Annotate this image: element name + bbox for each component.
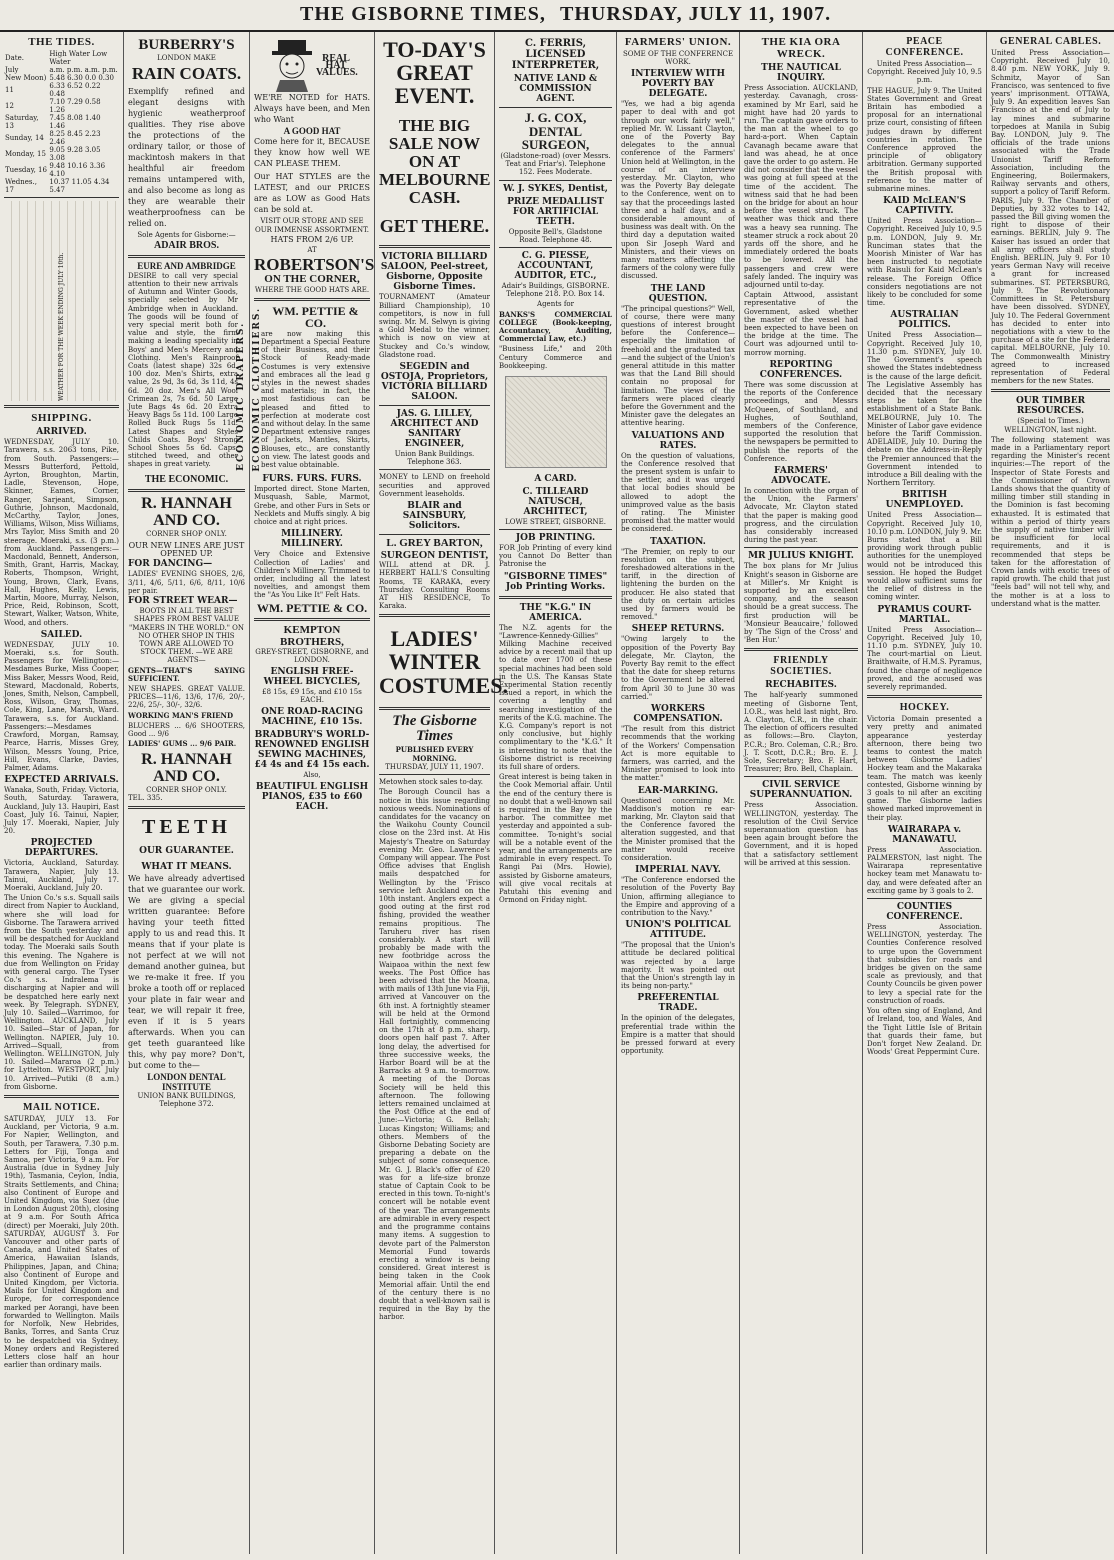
tides-cell: 5.48 6.30 0.0 0.30	[49, 74, 114, 83]
tides-cell: 11	[5, 86, 14, 95]
expected-heading: EXPECTED ARRIVALS.	[4, 775, 119, 786]
counties-conference: COUNTIES CONFERENCE.	[886, 902, 963, 923]
land-text: "The principal questions?" Well, of course, there were many questions of interest brought before the Conference—especially the limitation of freehold and the graduated tax—and the subject of the Union's general attitude in this matter was that the Land Bill should contain no proposal for limitation. The views of the farmers were placed clearly before the Government and the Minister gave the delegates an attentive hearing.	[621, 304, 735, 428]
hannah-sub-2: CORNER SHOP ONLY.	[146, 785, 227, 794]
get-there: GET THERE.	[379, 215, 490, 236]
hat-ad-header	[254, 38, 370, 92]
times-works: "GISBORNE TIMES" Job Printing Works.	[503, 571, 608, 592]
sykes-sub: PRIZE MEDALLIST FOR ARTIFICIAL TEETH.	[507, 196, 604, 227]
peace-conference: PEACE CONFERENCE.	[885, 36, 964, 58]
tides-cell: 6.33 6.52 0.22 0.48	[49, 82, 101, 99]
interview: INTERVIEW WITH POVERTY BAY DELEGATE.	[631, 69, 725, 100]
robertsons: ROBERTSON'S	[254, 255, 375, 275]
column-5	[495, 32, 617, 1554]
teeth-guarantee: OUR GUARANTEE.	[139, 846, 234, 857]
departures-heading: PROJECTED DEPARTURES.	[24, 838, 99, 859]
published-every-morning: PUBLISHED EVERY MORNING.	[395, 745, 474, 764]
hannah-evening-shoes: LADIES' EVENING SHOES, 2/6, 3/11, 4/6, 5/11, 6/6, 8/11, 10/6 per pair.	[128, 570, 245, 595]
hannah-sub: CORNER SHOP ONLY.	[146, 529, 227, 538]
australian-politics: AUSTRALIAN POLITICS.	[890, 310, 959, 331]
general-text: United Press Association—Copyright. Received July 10, 8.40 p.m. NEW YORK, July 9. Schmitz, Mayor of San Francisco, was sentenced to five years' imprisonment. OTTAWA, July 9. An expedition leaves San Francisco at the end of July to lay mines and submarine torpedoes at Manila in Subig Bay. LONDON, July 9. The officials of the trade unions associated with the Trade Unionist Tariff Reform Association, including the Engineering, Boilermakers, Railway servants and others, support a policy of Tariff Reform. PARIS, July 9. The Chamber of Deputies, by 332 votes to 142, passed the Bill giving women the right to dispose of their earnings. BERLIN, July 9. The Kaiser has issued an order that all army officers shall study English. BERLIN, July 9. For 10 years German Navy will receive a grant for increased submarines. ST. PETERSBURG, July 9. The Revolutionary Committees in St. Petersburg have been dissolved. SYDNEY, July 10. The Federal Government has decided to enter into negotiations with a view to the purchase of a site for the Federal capital. MELBOURNE, July 10. The Commonwealth Ministry agreed to increased representation of Federal members for the new States.	[991, 49, 1110, 386]
departures-text: Victoria, Auckland, Saturday. Tarawera, Napier, July 13. Tainui, Auckland, July 17. Moeraki, Auckland, July 20.	[4, 859, 119, 892]
hockey-text: Victoria Domain presented a very pretty and animated appearance yesterday afternoon, there being two teams to contest the match between Gisborne Ladies' Hockey team and the Makaraka team. The match was keenly contested, Gisborne winning by 3 goals to nil after an exciting game. The Gisborne ladies showed marked improvement in their play.	[867, 715, 982, 822]
pettie-text: are now making this Department a Special Feature of their Business, and their Stock of Ready-made Costumes is very extensive and embraces all the lead g styles in the newest shades and materials; in fact, the most fastidious can be pleased and fitted to perfection at moderate cost and without delay. In the same Department extensive ranges of Jackets, Mantles, Skirts, Blouses, etc., are constantly on view. The latest goods and best value obtainable.	[261, 329, 370, 470]
natusch: C. TILLEARD NATUSCH, ARCHITECT,	[522, 486, 589, 517]
banks-college: BANKS'S COMMERCIAL COLLEGE (Book-keeping, Accountancy, Auditing, Commercial Law, etc.)	[499, 309, 612, 344]
pianos: BEAUTIFUL ENGLISH PIANOS, £35 to £60 EACH.	[255, 782, 369, 813]
paper-date: THURSDAY, JULY 11, 1907.	[385, 763, 484, 772]
tides-col-date: Date.	[5, 54, 24, 63]
kempton-sub: GREY-STREET, GISBORNE, and LONDON.	[255, 648, 369, 665]
burberry-heading: BURBERRY'S	[138, 37, 235, 53]
lilley-address: Union Bank Buildings. Telephone 363.	[394, 450, 475, 467]
hannah-new-lines: OUR NEW LINES ARE JUST OPENED UP.	[128, 540, 245, 558]
dental-telephone: Telephone 372.	[159, 1100, 214, 1109]
native-land: NATIVE LAND & COMMISSION AGENT.	[513, 74, 598, 104]
segedin: SEGEDIN and OSTOJA, Proprietors, VICTORIA BILLIARD SALOON.	[380, 362, 489, 403]
civil-text: Press Association. WELLINGTON, yesterday. The resolution of the Civil Service superannuation question has been again brought before the Government, and it is hoped that a satisfactory settlement will be arrived at this session.	[744, 801, 858, 867]
mail-text: SATURDAY, JULY 13. For Auckland, per Victoria, 9 a.m. For Napier, Wellington, and South, per Tarawera, 7.30 p.m. Letters for Fiji, Tonga and Samoa, per Victoria, 9 a.m. For Australia (due in Sydney July 19th), Tasmania, Ceylon, India, Straits Settlements, and China; also Continent of Europe and United Kingdom, via Suez (due in London August 20th), closing at 9 a.m. For South Africa (direct) per Moeraki, July 20th. SATURDAY, AUGUST 3. For Vancouver and other parts of Canada, and United States of America, Hawaiian Islands, Philippines, Japan, and China; also Continent of Europe and United Kingdom, per Victoria. Mails for United Kingdom and Europe, for correspondence marked per Aorangi, have been forwarded to Wellington. Mails for Norfolk, New Hebrides, Banks, Torres, and Santa Cruz to be despatched via Sydney. Money orders and Registered Letters close half an hour earlier than ordinary mails.	[4, 1115, 119, 1370]
pyramus-text: United Press Association—Copyright. Received July 10, 11.10 p.m. SYDNEY, July 10. The court-martial on Lieut. Braithwaite, of H.M.S. Pyramus, found the charge of negligence proved, and the accused was severely reprimanded.	[867, 625, 982, 691]
valuations-text: On the question of valuations, the Conference resolved that the present system is unfair to the settler, and it was urged that local bodies should be allowed to adopt the unimproved value as the basis of rating. The Minister promised that the matter would be considered.	[621, 451, 735, 534]
tides-cell: a.m. p.m. a.m. p.m.	[49, 66, 118, 75]
kaid-text: United Press Association—Copyright. Received July 10, 9.5 p.m. LONDON, July 9. Mr. Runciman states that the Moorish Minister of War has been instructed to negotiate with Raisuli for Kaid McLean's release. The Foreign Office considers negotiations are not likely to be concluded for some time.	[867, 217, 982, 308]
tides-heading: THE TIDES.	[28, 36, 95, 48]
tides-cell: 9.05 9.28 3.05 3.08	[49, 146, 101, 163]
weather-label: WEATHER FOR THE WEEK ENDING JULY 10th.	[58, 252, 65, 402]
column-1	[0, 32, 124, 1554]
cox-sub: (Gladstone-road) (over Messrs. Teat and Friar's). Telephone 152. Fees Moderate.	[500, 151, 611, 177]
on-the-corner: ON THE CORNER,	[264, 273, 360, 286]
tides-cell: Monday, 15	[5, 150, 46, 159]
hannah-street-wear: FOR STREET WEAR—	[128, 595, 238, 606]
hat-at: AT	[307, 246, 317, 255]
peace-sub: United Press Association—Copyright. Received July 10, 9.5 p.m.	[867, 60, 982, 85]
british-unemployed: BRITISH UNEMPLOYED.	[885, 490, 964, 511]
hannah-prices: NEW SHAPES. GREAT VALUE. PRICES—11/6, 13/6, 17/6, 20/-, 22/6, 25/-, 30/-, 32/6.	[128, 684, 245, 710]
hannah-boots: BOOTS IN ALL THE BEST SHAPES FROM BEST VALUE "MAKERS IN THE WORLD." ON NO OTHER SHOP IN THIS TOWN ARE ALLOWED TO STOCK THEM. —WE ARE AGENTS—	[128, 607, 245, 665]
burberry-title: RAIN COATS.	[131, 63, 242, 83]
pettie-heading: WM. PETTIE & CO.	[272, 303, 359, 331]
expected-text: Wanaka, South, Friday. Victoria, South, Saturday. Tarawera, Auckland, July 13. Haupiri, East Coast, July 16. Tainui, Napier, July 17. Moeraki, Napier, July 20.	[4, 786, 119, 836]
shipping-heading: SHIPPING.	[31, 412, 92, 425]
sheep-text: "Owing largely to the opposition of the Poverty Bay delegate, Mr. Clayton, the Poverty Bay remit to the effect that the date for sheep returns to the Government be altered from April 30 to June 30 was carried."	[621, 635, 735, 701]
kg-heading: THE "K.G." IN AMERICA.	[519, 602, 592, 623]
good-hats: WHERE THE GOOD HATS ARE.	[254, 285, 370, 294]
counties-text: Press Association. WELLINGTON, yesterday. The Counties Conference resolved to urge upon the Government that subsidies for roads and bridges be given on the same scale as previously, and that County Councils be given power to levy a special rate for the construction of roads.	[867, 923, 982, 1005]
bicycle-prices: £8 15s, £9 15s, and £10 15s EACH.	[262, 688, 362, 705]
man-in-hat-icon	[268, 38, 316, 92]
newspaper-title: THE GISBORNE TIMES,	[300, 3, 546, 25]
advocate-text: In connection with the organ of the Union, the Farmers' Advocate, Mr. Clayton stated that the paper is making good progress, and the circulation has considerably increased during the past year.	[744, 486, 858, 545]
reporting-text: There was some discussion at the reports of the Conference proceedings, and Messrs McQueen, of Southland, and Hughes, of Southland, members of the Conference, supported the resolution that the newspapers be permitted to publish the reports of the Conference.	[744, 380, 858, 463]
tides-cell: New Moon)	[5, 74, 47, 83]
kempton-heading: KEMPTON BROTHERS,	[280, 624, 344, 648]
masthead	[0, 0, 1114, 32]
also: Also,	[303, 771, 321, 780]
rechabites: RECHABITES.	[765, 680, 837, 691]
unions-attitude: UNION'S POLITICAL ATTITUDE.	[625, 920, 731, 941]
farmers-text: "Yes, we had a big agenda paper to deal with and got through our work fairly well," replied Mr. W. Lissant Clayton, one of the Poverty Bay delegates to the annual conference of the Farmers' Union held at Wellington, in the course of an interview yesterday. Mr. Clayton, who was the Poverty Bay delegate to the Conference, went on to say that the proceedings lasted three and a half days, and a considerable amount of business was dealt with. On the third day a deputation waited upon Sir Joseph Ward and Ministers, and their views on many matters affecting the farmers of the colony were fully discussed.	[621, 100, 735, 281]
local-head: Metowhen stock sales to-day.	[379, 778, 483, 787]
real-hat-values: REAL HAT VALUES.	[316, 52, 358, 78]
hannah-heading: R. HANNAH AND CO.	[141, 495, 232, 529]
millinery-text: Very Choice and Extensive Collection of Ladies' and Children's Millinery. Trimmed to order, including all the latest novelties, and amongst them the "As You Like It" Felt Hats.	[254, 550, 370, 600]
burberry-agents: Sole Agents for Gisborne:—	[137, 230, 236, 239]
hannah-dancing: FOR DANCING—	[128, 559, 213, 570]
tides-cell: 10.37 11.05 4.34 5.47	[49, 178, 110, 195]
big-sale: THE BIG SALE NOW ON AT MELBOURNE CASH.	[379, 116, 491, 207]
teeth-text: We have already advertised that we guarantee our work. We are giving a special written guarantee: Before having your teeth fitted apply to us and read this. It means that if your plate is not perfect at we will not demand another guinea, but we re-make it free. If you broke a tooth off or replaced your plate in fair wear and tear, we will repair it free, even if it is 5 years afterwards. When you can get teeth guaranteed like this, why pay more? Don't, but come to the—	[128, 874, 245, 1071]
pettie-heading-2: WM. PETTIE & CO.	[256, 600, 368, 615]
column-3	[250, 32, 375, 1554]
hat-styles: Our HAT STYLES are the LATEST, and our PRICES are as LOW as Good Hats can be sold at.	[254, 172, 370, 215]
julius-knight: MR JULIUS KNIGHT.	[748, 551, 854, 562]
blair-sainsbury: BLAIR and SAINSBURY, Solicitors.	[402, 501, 467, 532]
billiard-text: TOURNAMENT (Amateur Billiard Championship), 10 competitors, is now in full swing. Mr. M. Selwyn is giving a Gold Medal to the winner, which is now on view at Stuckey and Co.'s window, Gladstone road.	[379, 293, 490, 359]
hannah-bluchers: BLUCHERS ... 6/6 SHOOTERS, Good ... 9/6	[128, 721, 245, 738]
tides-cell: 12	[5, 102, 14, 111]
english-bicycles: ENGLISH FREE-WHEEL BICYCLES,	[263, 667, 361, 688]
adair-bros: ADAIR BROS.	[153, 239, 219, 251]
pyramus: PYRAMUS COURT-MARTIAL.	[877, 604, 972, 625]
hannah-working-man: WORKING MAN'S FRIEND	[128, 710, 234, 720]
local-text: The Borough Council has a notice in this issue regarding noxious weeds. Nominations of candidates for the vacancy on the Waikohu County Council close on the 23rd inst. At His Majesty's Theatre on Saturday evening Mr. Geo. Lawrence's Company will appear. The Post Office advises that English mails despatched for Wellington by the 'Frisco service left Auckland on the 10th instant. Anglers expect a good outing at the first rod fishing, provided the weather remains propitious. The Taruheru river has risen considerably. A start will probably be made with the new footbridge across the Waipaoa within the next few weeks. The Post Office has been advised that the Moana, with mails of 13th June via Fiji, arrived at Vancouver on the 6th inst. A fortnightly steamer will be held at the Ormond Hall fortnightly, commencing on the 17th at 8 p.m. sharp, doors open half past 7. After long delay, the advertised for three successive weeks, the Harbor Board will be at the Barracks at 9 a.m. to-morrow. A meeting of the Dorcas Society will be held this afternoon. The following letters remained unclaimed at the Post Office at the end of June:—Victoria; G. Bellah; Lucas Kingston; Williams; and others. Members of the Gisborne Debating Society are preparing a debate on the subject of some consequence. Mr. G. J. Black's offer of £20 was for a life-size bronze statue of Captain Cook to be erected in this town. To-night's concert will be notable event of the year. The arrangements are admirable in every respect and the programme contains many items. A suggestion to devote part of the Palmerston Memorial Fund towards erecting a window is being considered. Great interest is being taken in the Cook Memorial affair. Until the end of the century there is no doubt that a well-known sail is required in the Bay by the harbor.	[379, 788, 490, 1322]
unions-text: "The proposal that the Union's attitude be declared political was rejected by a large majority. It was pointed out that the Union's strength lay in its being non-party."	[621, 941, 735, 991]
burberry-text: Exemplify refined and elegant designs with hygienic weatherproof qualities. They rise above the protections of the ordinary tailor, or those of mackintosh makers in that healthful air freedom remains untampered with, and also become as long as they are wearable their weatherproofness can be relied on.	[128, 86, 245, 228]
taxation: TAXATION.	[650, 536, 706, 547]
hat-good: A GOOD HAT	[283, 126, 341, 136]
hannah-heading-2: R. HANNAH AND CO.	[141, 751, 232, 786]
sykes-address: Opposite Bell's, Gladstone Road. Telephone 48.	[508, 227, 603, 244]
dental-address: UNION BANK BUILDINGS,	[137, 1092, 236, 1101]
tides-col-water: High Water Low Water	[49, 50, 108, 67]
imperial-navy: IMPERIAL NAVY.	[635, 865, 721, 876]
a-card: A CARD.	[534, 473, 577, 484]
sheep-returns: SHEEP RETURNS.	[631, 624, 725, 635]
weather-table	[4, 201, 119, 401]
hockey: HOCKEY.	[899, 702, 950, 714]
aus-text: United Press Association—Copyright. Received July 10, 11.30 p.m. SYDNEY, July 10. The Government's speech showed the States indebtedness is the cause of the large deficit. The Legislative Assembly has decided that the necessary steps be taken for the establishment of a State Bank. MELBOURNE, July 10. The Minister of Labor gave evidence before the Tariff Commission. ADELAIDE, July 10. During the debate on the Address-in-Reply the Premier announced that the Government intended to introduce a Bill dealing with the Northern Territory.	[867, 331, 982, 488]
millinery-heading: MILLINERY. MILLINERY.	[281, 529, 343, 550]
hat-body: Come here for it, BECAUSE they know how well WE CAN PLEASE THEM.	[254, 137, 370, 169]
tides-cell: Saturday, 13	[5, 114, 39, 131]
cox: J. G. COX, DENTAL SURGEON,	[521, 110, 590, 153]
preferential-text: In the opinion of the delegates, preferential trade within the Empire is a matter that should be pressed forward at every opportunity.	[621, 1014, 735, 1056]
kia-ora-heading: THE KIA ORA WRECK.	[761, 36, 841, 61]
imperial-text: "The Conference endorsed the resolution of the Poverty Bay Union, affirming allegiance to the Empire and approving of a contribution to the Navy."	[621, 876, 735, 917]
dental-institute: LONDON DENTAL INSTITUTE	[147, 1072, 226, 1092]
road-racing: ONE ROAD-RACING MACHINE, £10 15s.	[261, 707, 363, 728]
timber-text: The following statement was made in a Parliamentary report regarding the Minister's recent inquiries:—The report of the Inspector of State Forests and the Commissioner of Crown Lands shows that the quantity of milling timber still standing in the Dominion is fast becoming exhausted. It is estimated that within a period of thirty years the supply of native timber will be insufficient for local requirements, and it is recommended that steps be taken for the afforestation of Crown lands with exotic trees of rapid growth. The child that just "feels bad" will not tell why, and the mother is at a loss to understand what is the matter.	[991, 435, 1110, 608]
earmarking-text: Questioned concerning Mr. Maddison's motion re ear-marking, Mr. Clayton said that the Conference favored the alteration suggested, and that the Minister promised that the matter would receive consideration.	[621, 796, 735, 862]
valuations: VALUATIONS AND RATES.	[631, 430, 725, 451]
tides-cell: 7.10 7.29 0.58 1.26	[49, 98, 101, 115]
column-6	[617, 32, 740, 1554]
column-8	[863, 32, 987, 1554]
money-to-lend: MONEY to LEND on freehold securities and approved Government leaseholds.	[379, 473, 490, 498]
ferris: C. FERRIS, LICENSED INTERPRETER,	[511, 38, 600, 71]
friendly-societies: FRIENDLY SOCIETIES.	[770, 655, 832, 678]
column-4	[375, 32, 508, 1554]
unemployed-text: United Press Association—Copyright. Received July 10, 10.10 p.m. LONDON, July 9. Mr. Burns stated that a Bill providing work through public authorities for the unemployed would not be introduced this session. He hoped the Budget would allow sufficient sums for the relief of distress in the coming winter.	[867, 511, 982, 602]
job-printing: JOB PRINTING.	[515, 532, 596, 543]
tides-cell: 7.45 8.08 1.40 1.46	[49, 114, 101, 131]
wairarapa-text: Press Association. PALMERSTON, last night. The Wairarapa representative hockey team met Manawatu to-day, and were defeated after an exciting game by 3 goals to 2.	[867, 845, 982, 895]
sailed-text: WEDNESDAY, JULY 10. Moeraki, s.s. for South. Passengers for Wellington:—Mesdames Burke, Miss Cooper, Miss Baker, Messrs Wood, Reid, Steward, Macdonald, Roberts, Jones, Smith, Nelson, Campbell, Ross, Wilson, Gray, Thomas, Cole, King, Lane, Marsh, Ward. Tarawera, s.s. for Auckland. Passengers:—Mesdames Crawford, Morgan, Ramsay, Pearce, Harris, Misses Grey, Wilson, Messrs Young, Price, Hill, Evans, Clarke, Davies, Palmer, Adams.	[4, 640, 119, 772]
hat-visit: VISIT OUR STORE AND SEE OUR IMMENSE ASSORTMENT.	[255, 217, 369, 234]
arrived-heading: ARRIVED.	[36, 427, 87, 438]
civil-service: CIVIL SERVICE SUPERANNUATION.	[749, 780, 853, 801]
tides-cell: Sunday, 14	[5, 134, 44, 143]
agents: Agents for	[537, 300, 574, 309]
economic-drapers-label: ECONOMIC DRAPERS.	[236, 321, 246, 471]
ambridge-text: DESIRE to call very special attention to their new arrivals of Autumn and Winter Goods, specially selected by Mr Ambridge when in Auckland. The goods will be found of very special merit both for value and style, the firm making a leading speciality in Boys' and Men's Mercery and Clothing. Men's Rainproof Coats (latest shape) 32s 6d. 100 doz. Men's Shirts, extra value, 2s 9d, 3s 6d, 3s 11d, 4s 6d. 20 doz. Men's All Wool Crimean 2s, 7s 6d. 50 Large Jute Bags 4s 6d. 20 Extra Heavy Bags 5s 11d. 100 Large Rolled Buck Rugs 5s 11d. Latest Shapes and Styles Childs Coats. Boys' Strong School Shoes 5s 6d. Caps, stitched tweed, and other shapes in great variety.	[128, 271, 238, 469]
general-cables: GENERAL CABLES.	[999, 36, 1102, 47]
hannah-ladies-gums: LADIES' GUMS ... 9/6 PAIR.	[128, 739, 237, 749]
rechabites-text: The half-yearly summoned meeting of Gisborne Tent, I.O.R., was held last night, Bro. A. Clayton, C.R., in the chair. The election of officers resulted as follows:—Bro. Clayton, P.C.R.; Bro. Coleman, C.R.; Bro. J. T. Scott, D.C.R.; Bro. E. J. Sole, Secretary; Bro. F. Hart, Treasurer; Bro. Bell, Chaplain.	[744, 691, 858, 774]
hat-noted: WE'RE NOTED for HATS. Always have been, and Men who Want	[254, 93, 370, 124]
kaid-mclean: KAID McLEAN'S CAPTIVITY.	[883, 196, 966, 217]
ambridge-heading: EURE AND AMBRIDGE	[137, 261, 236, 272]
shipping-notes: The Union Co.'s s.s. Squall sails direct from Napier to Auckland, where she will load for Gisborne. The Tarawera arrived from the South yesterday and will be despatched for Auckland today. The Moeraki sails South this evening. The Ngahere is due from Wellington on Friday with general cargo. The Tyser Co.'s s.s. Indralema is discharging at Napier and will be despatched here early next week. By Telegraph. SYDNEY, July 10. Sailed—Warrimoo, for Wellington. AUCKLAND, July 10. Sailed—Star of Japan, for Wellington. NAPIER, July 10. Arrived—Squall, from Wellington. WELLINGTON, July 10. Sailed—Mararoa (2 p.m.) for Lyttelton. WESTPORT, July 10. Arrived—Putiki (8 a.m.) from Gisborne.	[4, 894, 119, 1091]
kia-ora-sub: THE NAUTICAL INQUIRY.	[761, 63, 841, 84]
sykes: W. J. SYKES, Dentist,	[503, 183, 608, 194]
lilley: JAS. G. LILLEY, ARCHITECT AND SANITARY ENGINEER,	[390, 409, 479, 450]
arrived-text: WEDNESDAY, JULY 10. Tarawera, s.s. 2063 tons, Pike, from South. Passengers:—Messrs Butterford, Pettold, Ayrton, Broughton, Martin, Ladle, Stevenson, Hope, Skinner, Eames, Corner, Ranger, Sarjeant, Simpson, Guthrie, Johnson, Macdonald, McCarthy, Taylor, Jones, Williams, Wilson, Miss Williams, Mrs Taylor, Miss Smith and 20 steerage. Moeraki, s.s. (3 p.m.) from Auckland. Passengers:—Macdonald, Bennett, Anderson, Smith, Grant, Harris, Mackay, Roberts, Thompson, Wright, Young, Brown, Clark, Evans, Hall, Hughes, Kelly, Lewis, Martin, Moore, Murray, Nelson, Price, Reid, Robinson, Scott, Stewart, Walker, Watson, White, Wood, and others.	[4, 438, 119, 627]
kia-ora-pointed: Captain Attwood, assistant representative of the Government, asked whether the master of the vessel had been expected to have been on the bridge at the time. The Court was adjourned until to-morrow morning.	[744, 291, 858, 357]
furs-heading: FURS. FURS. FURS.	[262, 474, 362, 485]
piesse-address: Adair's Buildings, GISBORNE. Telephone 218. P.O. Box 14.	[501, 281, 610, 299]
land-question: THE LAND QUESTION.	[648, 283, 708, 304]
engraving-illustration	[505, 376, 607, 468]
tides-cell: 8.25 8.45 2.23 2.46	[49, 130, 101, 147]
peace-text: THE HAGUE, July 9. The United States Government and Great Britain has embodied a proposal for an international prize court, consisting of fifteen judges drawn by different countries in rotation. The Conference approved the principle of obligatory arbitration. Germany supported the British proposal with reference to the matter of submarine mines.	[867, 86, 982, 194]
taxation-text: "The Premier, on reply to our resolution on the subject, foreshadowed alterations in the tariff, in the direction of lightening the burden on the producer. He also stated that the duty on certain articles used by farmers would be removed."	[621, 547, 735, 622]
column-2	[124, 32, 250, 1554]
natusch-address: LOWE STREET, GISBORNE.	[505, 517, 606, 526]
issue-date: THURSDAY, JULY 11, 1907.	[560, 3, 832, 25]
farmers-advocate: FARMERS' ADVOCATE.	[771, 465, 831, 486]
economic-heading: THE ECONOMIC.	[144, 473, 229, 485]
billiard-heading: VICTORIA BILLIARD SALOON, Peel-street, Gisborne, Opposite Gisborne Times.	[380, 252, 489, 293]
hannah-telephone: TEL. 335.	[128, 793, 163, 802]
tides-cell: Tuesday, 16	[5, 166, 47, 175]
timber-resources: OUR TIMBER RESOURCES.	[1015, 396, 1086, 417]
workers-text: "The result from this district recommends that the working of the Workers' Compensation Act is more equitable to farmers, was carried, and the Minister promised to look into the matter."	[621, 725, 735, 783]
barton-heading: L. GREY BARTON, SURGEON DENTIST,	[380, 537, 489, 561]
barton-text: WILL attend at DR. J. HERBERT HALL'S Consulting Rooms, TE KARAKA, every Thursday. Consulting Rooms AT HIS RESIDENCE, To Karaka.	[379, 561, 490, 611]
todays-great-event: TO-DAY'S GREAT EVENT.	[383, 37, 486, 109]
tides-table	[4, 50, 119, 194]
economic-clothiers-label: ECONOMIC CLOTHIERS.	[252, 306, 262, 472]
cook-text: Great interest is being taken in the Cook Memorial affair. Until the end of the century there is no doubt that a well-known sail is required in the Bay by the harbor. The committee met yesterday and appointed a sub-committee. To-night's social will be a notable event of the year, and the arrangements are admirable in every respect. To Rangi Pai (Mrs. Howie), assisted by Gisborne amateurs, will give vocal recitals at Patutahi this evening and Ormond on Friday night.	[499, 773, 612, 905]
business-life: "Business Life," and 20th Century Commerce and Bookkeeping.	[499, 345, 612, 370]
tides-cell: July	[5, 66, 19, 75]
paper-title: The Gisborne Times	[392, 712, 477, 745]
column-9	[987, 32, 1114, 1554]
bradbury: BRADBURY'S WORLD-RENOWNED ENGLISH SEWING MACHINES, £4 4s and £4 15s each.	[254, 730, 370, 771]
sailed-heading: SAILED.	[40, 629, 83, 640]
teeth-means: WHAT IT MEANS.	[141, 862, 232, 873]
kia-ora-text: Press Association. AUCKLAND, yesterday. Cavanagh, cross-examined by Mr Earl, said he might have had 20 yards to run. The captain gave orders to the man at the wheel to go hard-a-port. When Captain Cavanagh became aware that land was ahead, he at once gave the order to go astern. He did not consider that the vessel was going at full speed at the time of the accident. The witness said that he had been on the bridge for about an hour before the vessel struck. The weather was thick and there was a heavy sea running. The steamer struck a rock about 20 yards off the shore, and he immediately ordered the boats to be lowered. All the passengers and crew were safely landed. The inquiry was adjourned until to-day.	[744, 84, 858, 290]
farmers-sub: SOME OF THE CONFERENCE WORK.	[622, 50, 734, 67]
job-printing-text: FOR Job Printing of every kind you Cannot Do Better than Patronise the	[499, 543, 612, 569]
ladies-winter-costumes: LADIES' WINTER COSTUMES.	[379, 626, 508, 698]
ear-marking: EAR-MARKING.	[637, 785, 719, 796]
kg-text: The N.Z. agents for the "Lawrence-Kennedy-Gillies" Milking Machine received advice by a recent mail that up to date over 1700 of these special machines had been sold in the U.S. The Kansas State Experimental Station recently issued a report, in which the covering a lengthy and searching investigation of the merits of the K.G. machine. The K.G. Company's report is not only conclusive, but highly complimentary to the "K.G." It is interesting to note that the Gisborne district is receiving its full share of orders.	[499, 623, 612, 772]
mail-heading: MAIL NOTICE.	[22, 1102, 101, 1114]
knight-text: The box plans for Mr Julius Knight's season in Gisborne are at Miller's. Mr Knight is supported by an excellent company, and the season should be a great success. The first production will be 'Monsieur Beaucaire,' followed by 'The Sign of the Cross' and 'Ben Hur.'	[744, 562, 858, 645]
hat-from: HATS FROM 2/6 UP.	[270, 234, 354, 244]
piesse: C. G. PIESSE, ACCOUNTANT, AUDITOR, ETC.,	[514, 250, 597, 281]
tides-cell: Wednes., 17	[5, 178, 37, 195]
teeth-heading: TEETH	[142, 816, 231, 839]
hannah-gents: GENTS—THAT'S SAYING SUFFICIENT.	[128, 665, 245, 683]
farmers-heading: FARMERS' UNION.	[624, 36, 732, 48]
timber-sub: (Special to Times.) WELLINGTON, last night.	[1004, 417, 1097, 434]
preferential-trade: PREFERENTIAL TRADE.	[637, 993, 719, 1014]
you-often: You often sing of England, And of Ireland, too, and Wales, And the Tight Little Isle of Britain that guards their fame, but Don't forget New Zealand. Dr. Woods' Great Peppermint Cure.	[867, 1007, 982, 1057]
wairarapa: WAIRARAPA v. MANAWATU.	[887, 824, 962, 845]
furs-text: Imported direct. Stone Marten, Musquash, Sable, Marmot, Grebe, and other Furs in Sets or Necklets and Muffs singly. A big choice and at right prices.	[254, 485, 370, 527]
column-7	[740, 32, 863, 1554]
tides-cell: 9.48 10.16 3.36 4.10	[49, 162, 106, 179]
reporting-conferences: REPORTING CONFERENCES.	[759, 359, 843, 380]
workers-compensation: WORKERS COMPENSATION.	[633, 704, 723, 725]
burberry-sub: LONDON MAKE	[157, 53, 216, 62]
